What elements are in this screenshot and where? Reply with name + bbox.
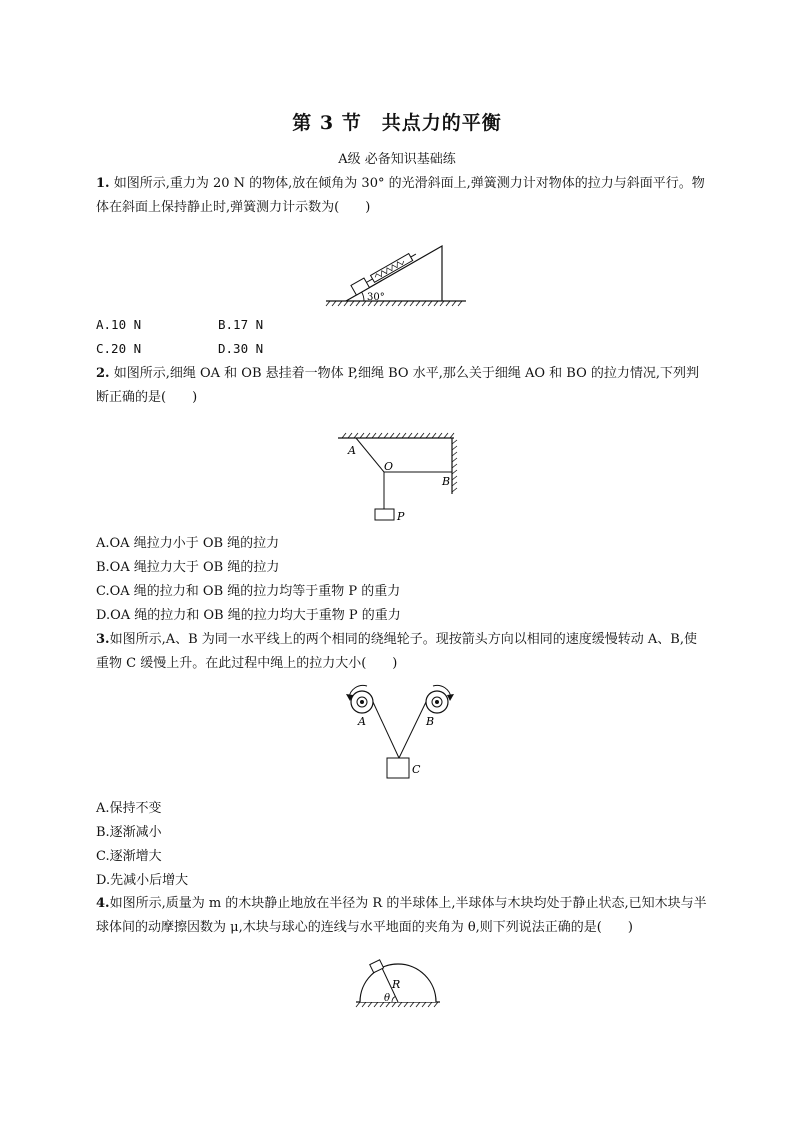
q2-option-c[interactable]: C.OA 绳的拉力和 OB 绳的拉力均等于重物 P 的重力 [96, 584, 401, 599]
angle-arc [362, 292, 364, 301]
ground-hatch [356, 1002, 438, 1007]
question-2-number: 2. [96, 366, 110, 381]
label-b: B [426, 715, 435, 728]
angle-label: 30° [367, 292, 385, 303]
label-a: A [358, 715, 366, 728]
q3-option-c[interactable]: C.逐渐增大 [96, 849, 162, 864]
q3-option-d[interactable]: D.先减小后增大 [96, 873, 189, 888]
wall-hatch [452, 440, 457, 492]
incline-figure [320, 238, 470, 310]
question-1-text: 如图所示,重力为 20 N 的物体,放在倾角为 30° 的光滑斜面上,弹簧测力计对物体的拉力与斜面平行。物体在斜面上保持静止时,弹簧测力计示数为( ) [96, 176, 705, 215]
question-2 [96, 362, 708, 410]
question-3-number: 3. [96, 632, 110, 647]
q1-option-a[interactable]: A.10 N [96, 317, 142, 332]
question-1-number: 1. [96, 176, 110, 191]
label-p: P [397, 510, 405, 523]
wheel-b-hub [435, 700, 439, 704]
question-3 [96, 628, 708, 676]
ceiling-hatch [342, 433, 454, 438]
wheel-a-hub [360, 700, 364, 704]
hemisphere-figure [354, 960, 444, 1010]
level-heading: A级 必备知识基础练 [338, 152, 456, 167]
rope-right [399, 702, 426, 758]
label-a: A [348, 444, 356, 457]
label-c: C [412, 763, 421, 776]
question-2-text: 如图所示,细绳 OA 和 OB 悬挂着一物体 P,细绳 BO 水平,那么关于细绳 AO 和 BO 的拉力情况,下列判断正确的是( ) [96, 366, 700, 405]
page-title: 第 3 节 共点力的平衡 [292, 112, 502, 134]
question-4 [96, 892, 708, 940]
pulley-figure [340, 682, 460, 782]
rope-figure [334, 432, 464, 524]
question-1 [96, 172, 708, 220]
ground-hatch [326, 301, 462, 306]
spring-scale [371, 254, 413, 283]
label-b: B [442, 475, 451, 488]
label-theta: θ [384, 993, 391, 1004]
question-3-text: 如图所示,A、B 为同一水平线上的两个相同的绕绳轮子。现按箭头方向以相同的速度缓慢转动 A、B,使重物 C 缓慢上升。在此过程中绳上的拉力大小( ) [96, 632, 697, 671]
weight-p [375, 509, 394, 520]
label-o: O [384, 460, 394, 473]
q2-option-d[interactable]: D.OA 绳的拉力和 OB 绳的拉力均大于重物 P 的重力 [96, 608, 401, 623]
question-4-text: 如图所示,质量为 m 的木块静止地放在半径为 R 的半球体上,半球体与木块均处于静止状态,已知木块与半球体间的动摩擦因数为 μ,木块与球心的连线与水平地面的夹角为 θ,则下列说法正确的是( ) [96, 896, 707, 935]
q3-option-b[interactable]: B.逐渐减小 [96, 825, 162, 840]
q2-option-b[interactable]: B.OA 绳拉力大于 OB 绳的拉力 [96, 560, 280, 575]
q2-option-a[interactable]: A.OA 绳拉力小于 OB 绳的拉力 [96, 536, 280, 551]
rope-left [373, 702, 399, 758]
q1-option-b[interactable]: B.17 N [218, 317, 264, 332]
question-4-number: 4. [96, 896, 110, 911]
spring-link [366, 279, 372, 282]
q1-option-d[interactable]: D.30 N [218, 341, 264, 356]
label-r: R [392, 978, 401, 991]
rope-oa [356, 438, 384, 472]
q3-option-a[interactable]: A.保持不变 [96, 801, 162, 816]
weight-c [387, 758, 409, 778]
spring-hook [411, 254, 416, 257]
q1-option-c[interactable]: C.20 N [96, 341, 142, 356]
